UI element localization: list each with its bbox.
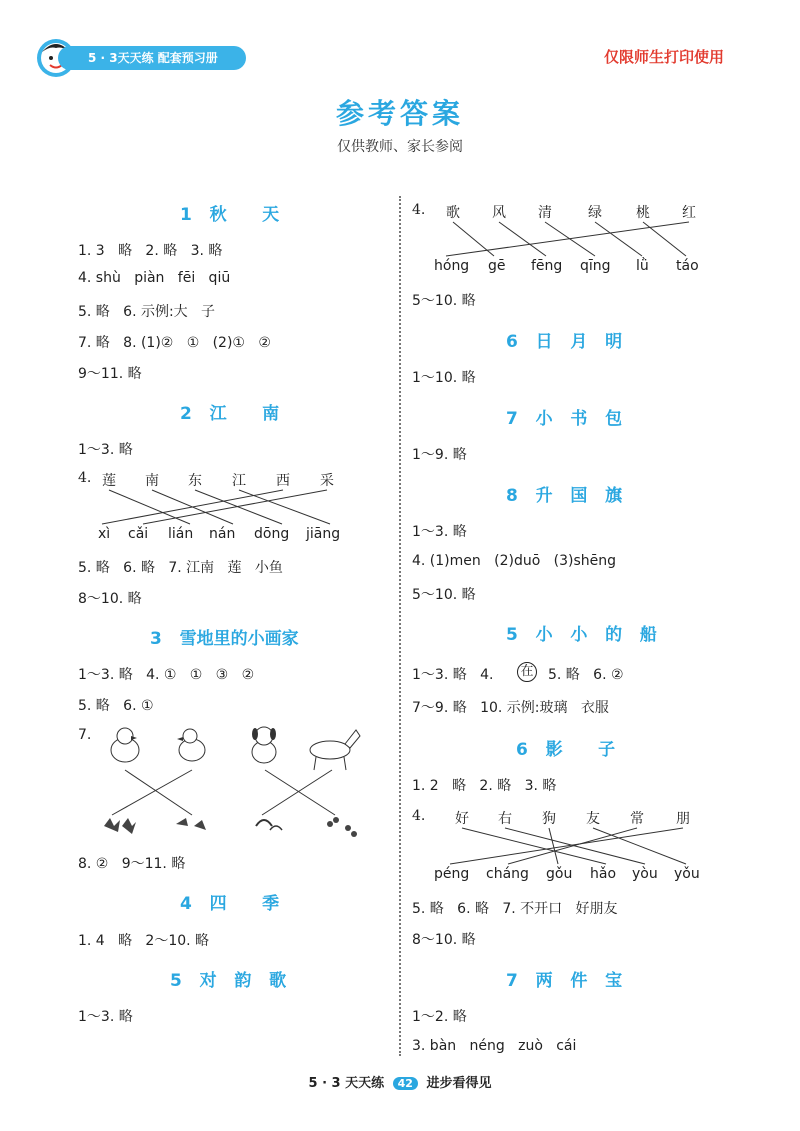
brand-title: 5 · 3天天练 配套预习册 xyxy=(58,46,246,70)
section-title-jiangnan: 2 江 南 xyxy=(180,404,280,424)
page-title: 参考答案 xyxy=(335,97,464,130)
match-pinyin: hóng xyxy=(434,258,470,274)
answer-line: 3. bàn néng zuò cái xyxy=(412,1038,577,1054)
page-number: 42 xyxy=(393,1077,418,1090)
answer-line: 1～2. 略 xyxy=(412,1009,467,1025)
match-pinyin: fēng xyxy=(531,258,563,274)
match-pinyin: nán xyxy=(209,526,236,542)
match-pinyin: xì xyxy=(98,526,111,542)
answer-line: 4. shù piàn fēi qiū xyxy=(78,270,231,286)
match-pinyin: hǎo xyxy=(590,866,617,882)
answer-line: 7～9. 略 10. 示例:玻璃 衣服 xyxy=(412,700,609,716)
match-pinyin: cháng xyxy=(486,866,529,882)
match-hanzi: 东 xyxy=(188,473,202,489)
match-number: 4. xyxy=(412,808,426,824)
match-pinyin: jiāng xyxy=(306,526,341,542)
answer-line: 1. 4 略 2～10. 略 xyxy=(78,933,210,949)
answer-line: 8～10. 略 xyxy=(412,932,476,948)
section-title-snow-painters: 3 雪地里的小画家 xyxy=(150,629,299,649)
match-hanzi: 狗 xyxy=(542,811,556,827)
answer-line: 1. 3 略 2. 略 3. 略 xyxy=(78,243,223,259)
answer-line: 1～3. 略 4. xyxy=(412,667,494,683)
match-hanzi: 右 xyxy=(498,811,512,827)
section-title-flag-raising: 8 升 国 旗 xyxy=(506,486,623,506)
answer-line: 1～3. 略 xyxy=(78,442,133,458)
match-hanzi: 清 xyxy=(538,205,552,221)
footer-slogan: 进步看得见 xyxy=(426,1076,492,1091)
answer-line: 5. 略 6. ② xyxy=(548,667,624,683)
match-pinyin: yòu xyxy=(632,866,658,882)
match-hanzi: 莲 xyxy=(102,473,116,489)
match-pinyin: lián xyxy=(168,526,194,542)
answer-line: 8～10. 略 xyxy=(78,591,142,607)
match-hanzi: 采 xyxy=(320,473,334,489)
section-title-ri-yue-ming: 6 日 月 明 xyxy=(506,332,623,352)
answer-line: 1～9. 略 xyxy=(412,447,467,463)
answer-line: 7. xyxy=(78,727,92,743)
circled-answer: 在 xyxy=(517,662,537,682)
match-number: 4. xyxy=(412,202,426,218)
match-pinyin: lǜ xyxy=(636,258,649,274)
answer-line: 5～10. 略 xyxy=(412,293,476,309)
answer-line: 1～10. 略 xyxy=(412,370,476,386)
match-hanzi: 歌 xyxy=(446,205,460,221)
answer-line: 5. 略 6. 略 7. 江南 莲 小鱼 xyxy=(78,560,283,576)
answer-line: 7. 略 8. (1)② ① (2)① ② xyxy=(78,335,271,351)
answer-line: 9～11. 略 xyxy=(78,366,142,382)
match-hanzi: 绿 xyxy=(588,205,602,221)
match-hanzi: 江 xyxy=(232,473,246,489)
answer-line: 5. 略 6. 略 7. 不开口 好朋友 xyxy=(412,901,618,917)
print-note: 仅限师生打印使用 xyxy=(603,48,724,66)
section-title-little-boat: 5 小 小 的 船 xyxy=(506,625,657,645)
match-pinyin: táo xyxy=(676,258,699,274)
section-title-rhyme-song: 5 对 韵 歌 xyxy=(170,971,287,991)
match-hanzi: 风 xyxy=(492,205,506,221)
match-pinyin: yǒu xyxy=(674,866,700,882)
match-hanzi: 友 xyxy=(586,811,600,827)
answer-line: 5. 略 6. 示例:大 子 xyxy=(78,304,216,320)
match-hanzi: 朋 xyxy=(676,811,690,827)
section-title-schoolbag: 7 小 书 包 xyxy=(506,409,623,429)
page-footer xyxy=(0,1072,800,1091)
match-pinyin: cǎi xyxy=(128,526,149,542)
match-pinyin: gǒu xyxy=(546,866,573,882)
section-title-four-seasons: 4 四 季 xyxy=(180,894,280,914)
match-pinyin: péng xyxy=(434,866,470,882)
answer-line: 5. 略 6. ① xyxy=(78,698,154,714)
match-hanzi: 南 xyxy=(145,473,159,489)
section-title-shadow: 6 影 子 xyxy=(516,740,616,760)
page-subtitle: 仅供教师、家长参阅 xyxy=(337,139,463,155)
match-hanzi: 常 xyxy=(630,811,644,827)
section-title-autumn: 1 秋 天 xyxy=(180,205,280,225)
match-hanzi: 西 xyxy=(276,473,290,489)
match-pinyin: qīng xyxy=(580,258,611,274)
match-hanzi: 红 xyxy=(682,205,696,221)
answer-line: 4. (1)men (2)duō (3)shēng xyxy=(412,553,616,569)
match-pinyin: gē xyxy=(488,258,506,274)
answer-line: 1～3. 略 4. ① ① ③ ② xyxy=(78,667,255,683)
match-hanzi: 好 xyxy=(455,811,469,827)
section-title-two-treasures: 7 两 件 宝 xyxy=(506,971,623,991)
answer-line: 1～3. 略 xyxy=(78,1009,133,1025)
match-hanzi: 桃 xyxy=(636,205,650,221)
answer-line: 1. 2 略 2. 略 3. 略 xyxy=(412,778,557,794)
answer-line: 5～10. 略 xyxy=(412,587,476,603)
match-pinyin: dōng xyxy=(254,526,290,542)
match-number: 4. xyxy=(78,470,92,486)
footer-brand: 5 · 3 天天练 xyxy=(308,1076,385,1091)
answer-line: 8. ② 9～11. 略 xyxy=(78,856,186,872)
answer-line: 1～3. 略 xyxy=(412,524,467,540)
